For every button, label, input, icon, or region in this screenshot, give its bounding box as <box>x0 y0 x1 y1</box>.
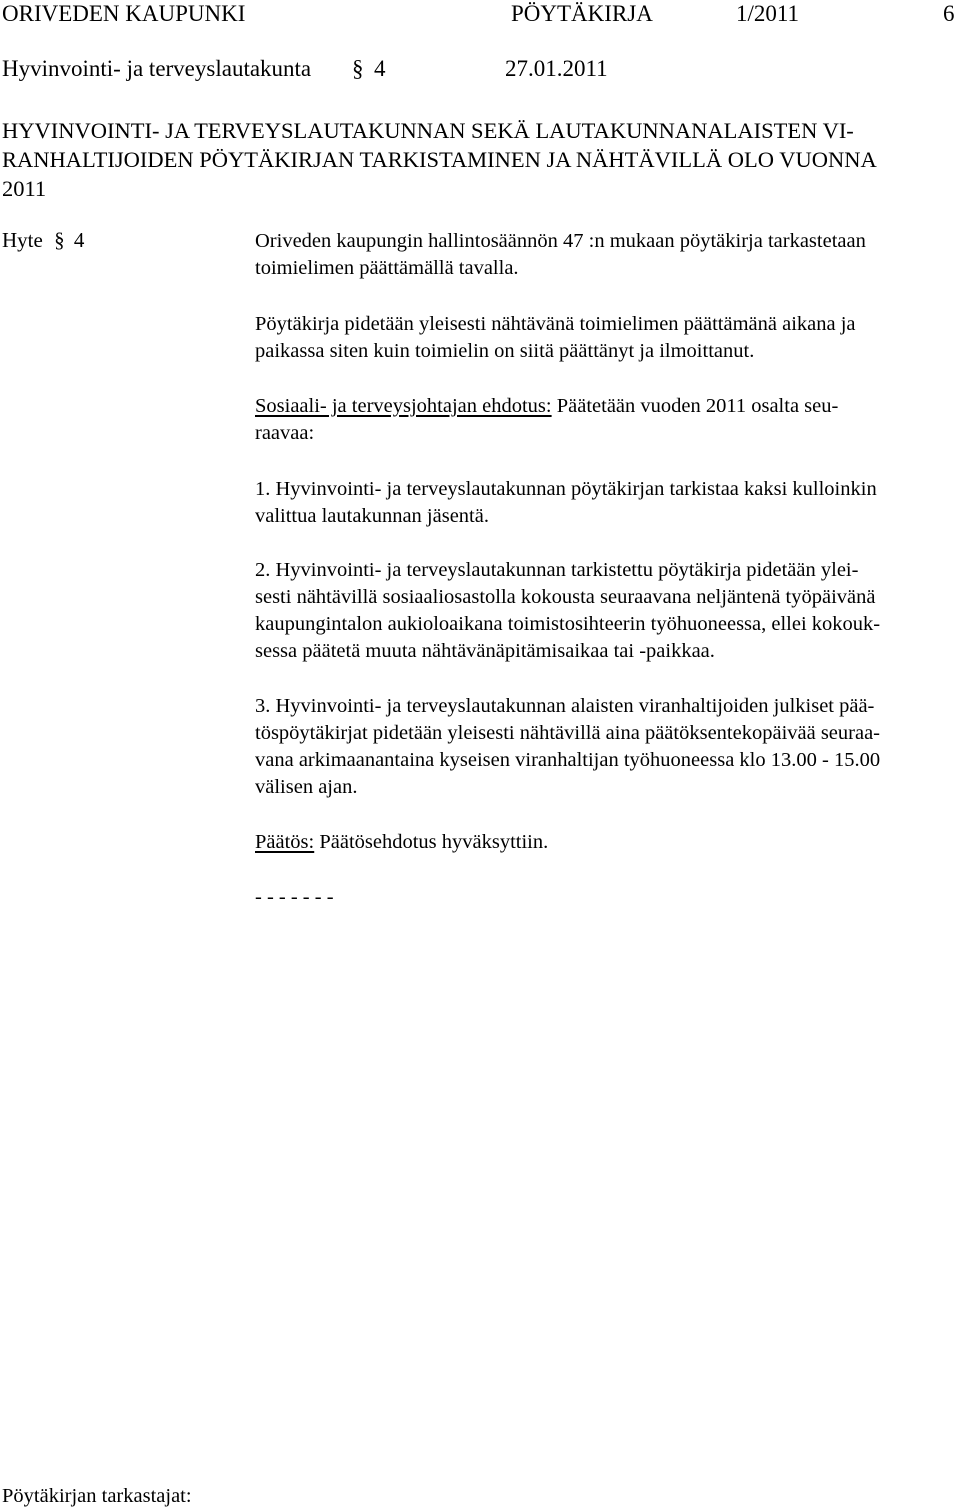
section-separator: - - - - - - - <box>255 886 334 908</box>
item-line: kaupungintalon aukioloaikana toimistosihteerin työhuoneessa, ellei kokouk- <box>255 613 881 635</box>
item-line: 2. Hyvinvointi- ja terveyslautakunnan tarkistettu pöytäkirja pidetään ylei- <box>255 559 859 581</box>
item-line: välisen ajan. <box>255 776 358 798</box>
item-line: 3. Hyvinvointi- ja terveyslautakunnan alaisten viranhaltijoiden julkiset pää- <box>255 695 875 717</box>
item-line: 1. Hyvinvointi- ja terveyslautakunnan pöytäkirjan tarkistaa kaksi kulloinkin <box>255 478 877 500</box>
document-type: PÖYTÄKIRJA <box>511 1 653 26</box>
committee-name: Hyvinvointi- ja terveyslautakunta <box>2 56 312 81</box>
section-label <box>2 226 84 254</box>
item-line: vana arkimaanantaina kyseisen viranhaltijan työhuoneessa klo 13.00 - 15.00 <box>255 749 881 771</box>
section-label-text: Hyte <box>2 228 43 252</box>
item-line: sesti nähtävillä sosiaaliosastolla kokousta seuraavana neljäntenä työpäivänä <box>255 586 876 608</box>
section-label-number: 4 <box>73 228 85 252</box>
decision-line <box>255 829 548 856</box>
proposal-line: raavaa: <box>255 422 315 444</box>
section-number: 4 <box>374 56 386 81</box>
organization-name: ORIVEDEN KAUPUNKI <box>2 1 246 26</box>
checkers-label: Pöytäkirjan tarkastajat: <box>2 1485 192 1507</box>
item-line: valittua lautakunnan jäsentä. <box>255 505 489 527</box>
meeting-date: 27.01.2011 <box>505 56 608 81</box>
intro-line: Oriveden kaupungin hallintosäännön 47 :n mukaan pöytäkirja tarkastetaan <box>255 230 866 252</box>
document-number: 1/2011 <box>736 1 800 26</box>
item-line: sessa päätetä muuta nähtävänäpitämisaikaa tai -paikkaa. <box>255 640 715 662</box>
page-number: 6 <box>943 1 955 26</box>
title-line: RANHALTIJOIDEN PÖYTÄKIRJAN TARKISTAMINEN JA NÄHTÄVILLÄ OLO VUONNA <box>2 147 877 172</box>
proposal-line <box>255 393 838 420</box>
item-line: töspöytäkirjat pidetään yleisesti nähtävillä aina päätöksentekopäivää seuraa- <box>255 722 881 744</box>
section-sign-icon: § <box>54 228 65 252</box>
title-line: 2011 <box>2 176 47 201</box>
section-sign-icon: § <box>352 56 364 81</box>
title-line: HYVINVOINTI- JA TERVEYSLAUTAKUNNAN SEKÄ LAUTAKUNNANALAISTEN VI- <box>2 118 854 143</box>
public-line: Pöytäkirja pidetään yleisesti nähtävänä toimielimen päättämänä aikana ja <box>255 313 856 335</box>
decision-label: Päätös: <box>255 831 315 853</box>
decision-text: Päätösehdotus hyväksyttiin. <box>314 831 549 853</box>
public-line: paikassa siten kuin toimielin on siitä päättänyt ja ilmoittanut. <box>255 340 755 362</box>
intro-line: toimielimen päättämällä tavalla. <box>255 257 519 279</box>
proposal-label: Sosiaali- ja terveysjohtajan ehdotus: <box>255 395 552 417</box>
proposal-text: Päätetään vuoden 2011 osalta seu- <box>551 395 839 417</box>
